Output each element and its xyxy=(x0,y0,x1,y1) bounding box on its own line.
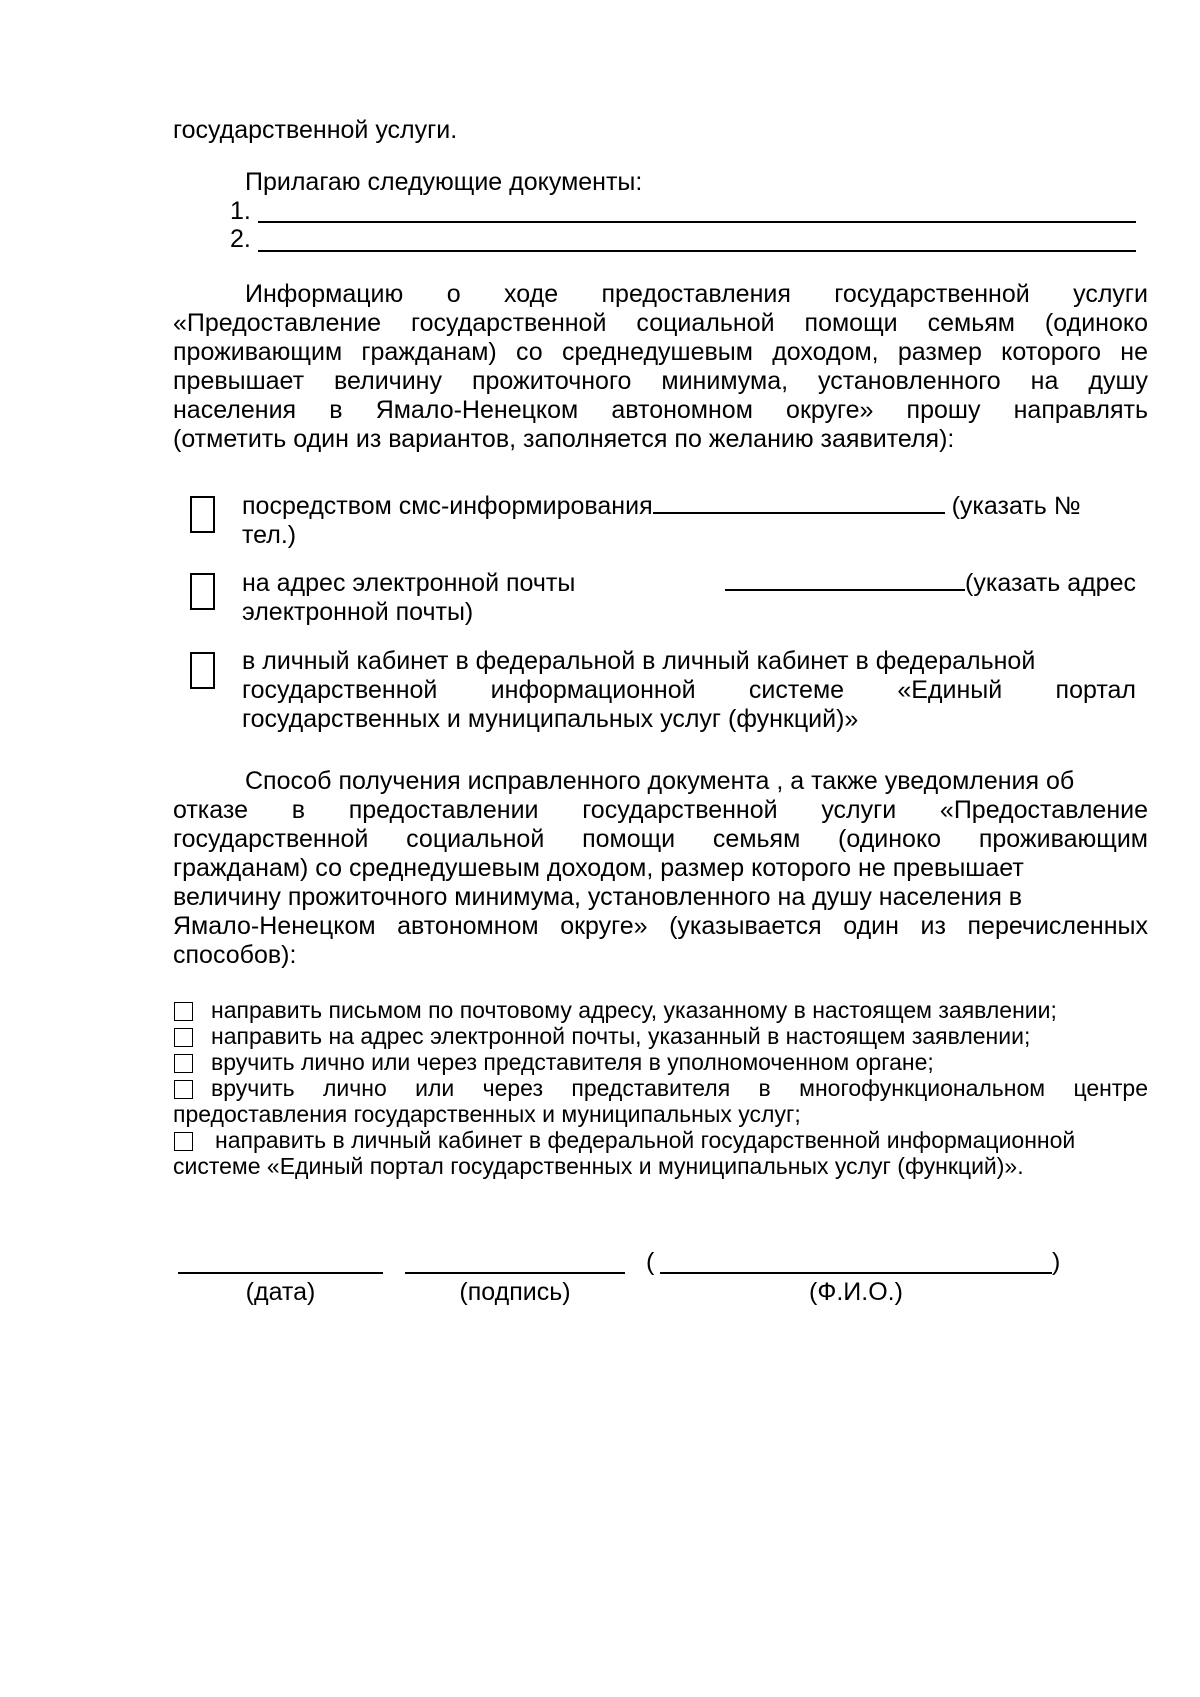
info-line-5: населения в Ямало-Ненецком автономном округе» прошу направлять xyxy=(173,396,1148,424)
attachment-number-2: 2. xyxy=(230,225,251,253)
method-line-2: отказе в предоставлении государственной услуги «Предоставление xyxy=(173,796,1148,824)
sms-option xyxy=(242,492,1112,550)
sms-option-checkbox[interactable] xyxy=(190,496,215,533)
method-line-5: величину прожиточного минимума, установленного на душу населения в xyxy=(173,883,1023,911)
sms-option-line-2: тел.) xyxy=(242,521,297,549)
attachment-number-1: 1. xyxy=(230,197,251,225)
method-option-4-checkbox[interactable] xyxy=(174,1080,193,1099)
portal-option xyxy=(242,647,1136,734)
email-option-line-1 xyxy=(242,569,1136,598)
sms-option-hint: (указать № xyxy=(951,492,1081,520)
attachment-line-1[interactable] xyxy=(258,221,1136,223)
method-option-3: вручить лично или через представителя в уполномоченном органе; xyxy=(211,1049,934,1075)
method-line-1: Способ получения исправленного документа , а также уведомления об xyxy=(245,767,1075,795)
signature-label: (подпись) xyxy=(459,1278,571,1306)
info-line-2: «Предоставление государственной социальной помощи семьям (одиноко xyxy=(173,309,1148,337)
date-line[interactable] xyxy=(178,1272,383,1274)
method-option-4-line-2: предоставления государственных и муниципальных услуг; xyxy=(173,1101,801,1127)
portal-option-line-3: государственных и муниципальных услуг (функций)» xyxy=(242,705,859,733)
info-line-6: (отметить один из вариантов, заполняется по желанию заявителя): xyxy=(173,425,955,453)
method-option-2-checkbox[interactable] xyxy=(174,1028,193,1047)
fio-line[interactable] xyxy=(660,1272,1052,1274)
fio-close-paren: ) xyxy=(1052,1248,1061,1276)
email-option-line-2: электронной почты) xyxy=(242,598,474,626)
method-line-3: государственной социальной помощи семьям (одиноко проживающим xyxy=(173,825,1148,853)
method-line-4: гражданам) со среднедушевым доходом, размер которого не превышает xyxy=(173,854,1024,882)
method-option-4-line-1: вручить лично или через представителя в многофункциональном центре xyxy=(211,1075,1148,1101)
phone-number-field[interactable] xyxy=(653,492,945,514)
email-address-field[interactable] xyxy=(725,569,965,591)
fio-label: (Ф.И.О.) xyxy=(809,1278,903,1306)
intro-end-text: государственной услуги. xyxy=(173,116,458,144)
method-option-1: направить письмом по почтовому адресу, указанному в настоящем заявлении; xyxy=(211,997,1057,1023)
info-paragraph xyxy=(173,280,1148,454)
email-option-checkbox[interactable] xyxy=(190,573,215,610)
email-option-label: на адрес электронной почты xyxy=(242,569,576,597)
portal-option-checkbox[interactable] xyxy=(190,652,215,689)
signature-line[interactable] xyxy=(405,1272,625,1274)
method-option-3-checkbox[interactable] xyxy=(174,1054,193,1073)
method-line-6: Ямало-Ненецком автономном округе» (указывается один из перечисленных xyxy=(173,912,1148,940)
info-line-1: Информацию о ходе предоставления государственной услуги xyxy=(245,280,1148,308)
email-option xyxy=(242,569,1136,627)
attachments-heading: Прилагаю следующие документы: xyxy=(245,168,643,196)
info-line-3: проживающим гражданам) со среднедушевым доходом, размер которого не xyxy=(173,338,1148,366)
portal-option-line-1: в личный кабинет в федеральной в личный кабинет в федеральной xyxy=(242,647,1036,675)
portal-option-line-2: государственной информационной системе «Единый портал xyxy=(242,676,1136,704)
method-option-5-line-1: направить в личный кабинет в федеральной государственной информационной xyxy=(215,1127,1076,1153)
email-option-hint: (указать адрес xyxy=(965,569,1136,597)
method-option-4 xyxy=(211,1074,1148,1103)
attachment-line-2[interactable] xyxy=(258,250,1136,252)
method-option-5-checkbox[interactable] xyxy=(174,1132,193,1151)
sms-option-line-1 xyxy=(242,492,1112,521)
method-line-7: способов): xyxy=(173,941,297,969)
fio-open-paren: ( xyxy=(646,1248,655,1276)
date-label: (дата) xyxy=(245,1278,316,1306)
sms-option-label: посредством смс-информирования xyxy=(242,492,653,520)
method-paragraph xyxy=(173,767,1148,970)
method-option-1-checkbox[interactable] xyxy=(174,1002,193,1021)
method-option-5-line-2: системе «Единый портал государственных и муниципальных услуг (функций)». xyxy=(173,1153,1024,1179)
info-line-4: превышает величину прожиточного минимума, установленного на душу xyxy=(173,367,1148,395)
method-option-2: направить на адрес электронной почты, указанный в настоящем заявлении; xyxy=(211,1023,1031,1049)
